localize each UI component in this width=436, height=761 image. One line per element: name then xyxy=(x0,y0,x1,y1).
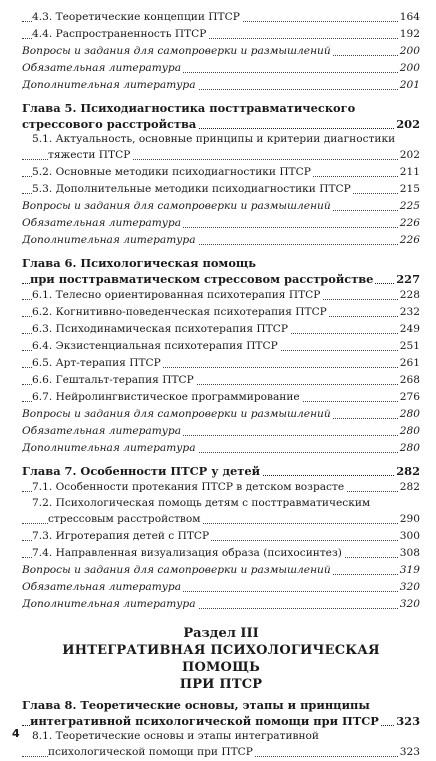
toc-entry[interactable]: Дополнительная литература 280 xyxy=(22,440,420,457)
toc-entry[interactable]: Обязательная литература 280 xyxy=(22,423,420,440)
toc-entry[interactable]: Вопросы и задания для самопроверки и размышлений 200 xyxy=(22,43,420,60)
toc-entry[interactable]: Вопросы и задания для самопроверки и размышлений 225 xyxy=(22,198,420,215)
toc-entry[interactable]: Обязательная литература 320 xyxy=(22,579,420,596)
toc-page-number: 192 xyxy=(398,26,420,43)
toc-entry[interactable]: 7.1. Особенности протекания ПТСР в детском возрасте 282 xyxy=(22,479,420,496)
toc-entry[interactable]: Дополнительная литература 201 xyxy=(22,77,420,94)
toc-page-number: 227 xyxy=(396,272,420,286)
toc-page-number: 211 xyxy=(398,164,420,181)
toc-entry[interactable]: 7.3. Игротерапия детей с ПТСР 300 xyxy=(22,528,420,545)
toc-page-number: 320 xyxy=(398,596,420,613)
toc-entry[interactable]: 6.6. Гештальт-терапия ПТСР 268 xyxy=(22,372,420,389)
toc-page-number: 201 xyxy=(398,77,420,94)
toc-entry[interactable]: психологической помощи при ПТСР 323 xyxy=(22,744,420,761)
toc-entry[interactable]: Вопросы и задания для самопроверки и размышлений 280 xyxy=(22,406,420,423)
toc-page-number: 308 xyxy=(398,545,420,562)
toc-page-number: 280 xyxy=(398,406,420,423)
toc-entry[interactable]: Обязательная литература 226 xyxy=(22,215,420,232)
chapter-8-heading[interactable]: Глава 8. Теоретические основы, этапы и принципы xyxy=(22,698,370,712)
table-of-contents xyxy=(22,9,420,761)
toc-entry[interactable]: 7.4. Направленная визуализация образа (психосинтез) 308 xyxy=(22,545,420,562)
chapter-7-heading[interactable]: Глава 7. Особенности ПТСР у детей 282 xyxy=(22,464,420,478)
toc-page-number: 280 xyxy=(398,440,420,457)
toc-page-number: 268 xyxy=(398,372,420,389)
toc-entry[interactable]: 5.3. Дополнительные методики психодиагностики ПТСР 215 xyxy=(22,181,420,198)
section-subtitle-line2: ПРИ ПТСР xyxy=(179,677,263,692)
toc-page-number: 320 xyxy=(398,579,420,596)
toc-page-number: 290 xyxy=(398,511,420,528)
toc-entry[interactable]: 6.5. Арт-терапия ПТСР 261 xyxy=(22,355,420,372)
toc-entry-line1[interactable]: 7.2. Психологическая помощь детям с посттравматическим xyxy=(32,497,371,509)
toc-entry[interactable]: 6.3. Психодинамическая психотерапия ПТСР 249 xyxy=(22,321,420,338)
toc-entry[interactable]: 6.4. Экзистенциальная психотерапия ПТСР 251 xyxy=(22,338,420,355)
toc-entry[interactable]: 6.2. Когнитивно-поведенческая психотерапия ПТСР 232 xyxy=(22,304,420,321)
toc-entry[interactable]: Дополнительная литература 320 xyxy=(22,596,420,613)
section-3-heading[interactable] xyxy=(22,625,420,693)
toc-page-number: 202 xyxy=(398,147,420,164)
toc-page-number: 232 xyxy=(398,304,420,321)
toc-entry[interactable]: Вопросы и задания для самопроверки и размышлений 319 xyxy=(22,562,420,579)
toc-page-number: 249 xyxy=(398,321,420,338)
toc-page-number: 276 xyxy=(398,389,420,406)
toc-page-number: 215 xyxy=(398,181,420,198)
toc-page-number: 323 xyxy=(396,714,420,728)
toc-entry[interactable]: 4.4. Распространенность ПТСР 192 xyxy=(22,26,420,43)
toc-page-number: 261 xyxy=(398,355,420,372)
toc-entry[interactable]: Обязательная литература 200 xyxy=(22,60,420,77)
toc-page-number: 228 xyxy=(398,287,420,304)
toc-page-number: 282 xyxy=(396,464,420,478)
toc-entry[interactable]: стрессовым расстройством 290 xyxy=(22,511,420,528)
toc-page-number: 200 xyxy=(398,43,420,60)
toc-entry-line1[interactable]: 5.1. Актуальность, основные принципы и критерии диагностики xyxy=(32,133,396,145)
chapter-6-heading[interactable]: Глава 6. Психологическая помощь xyxy=(22,256,256,270)
toc-entry[interactable]: 4.3. Теоретические концепции ПТСР 164 xyxy=(22,9,420,26)
toc-page-number: 226 xyxy=(398,232,420,249)
chapter-5-heading[interactable]: Глава 5. Психодиагностика посттравматического xyxy=(22,101,356,115)
toc-page-number: 225 xyxy=(398,198,420,215)
toc-entry[interactable]: 6.1. Телесно ориентированная психотерапия ПТСР 228 xyxy=(22,287,420,304)
toc-entry[interactable]: Дополнительная литература 226 xyxy=(22,232,420,249)
toc-entry[interactable]: тяжести ПТСР 202 xyxy=(22,147,420,164)
chapter-6-heading-line2[interactable]: при посттравматическом стрессовом расстройстве 227 xyxy=(22,271,420,287)
chapter-5-heading-line2[interactable]: стрессового расстройства 202 xyxy=(22,117,420,131)
toc-page-number: 319 xyxy=(398,562,420,579)
toc-page-number: 323 xyxy=(398,744,420,761)
toc-entry-line1[interactable]: 8.1. Теоретические основы и этапы интегративной xyxy=(32,730,319,742)
toc-page-number: 226 xyxy=(398,215,420,232)
page-number: 4 xyxy=(12,727,20,740)
toc-page-number: 202 xyxy=(396,117,420,131)
toc-entry[interactable]: 6.7. Нейролингвистическое программирование 276 xyxy=(22,389,420,406)
toc-page-number: 251 xyxy=(398,338,420,355)
section-subtitle: ИНТЕГРАТИВНАЯ ПСИХОЛОГИЧЕСКАЯ ПОМОЩЬ xyxy=(62,643,380,675)
toc-page-number: 280 xyxy=(398,423,420,440)
section-title: Раздел III xyxy=(183,626,259,641)
toc-page-number: 282 xyxy=(398,479,420,496)
chapter-8-heading-line2[interactable]: интегративной психологической помощи при ПТСР 323 xyxy=(22,713,420,729)
toc-entry[interactable]: 5.2. Основные методики психодиагностики ПТСР 211 xyxy=(22,164,420,181)
toc-page-number: 200 xyxy=(398,60,420,77)
toc-page-number: 164 xyxy=(398,9,420,26)
toc-page-number: 300 xyxy=(398,528,420,545)
